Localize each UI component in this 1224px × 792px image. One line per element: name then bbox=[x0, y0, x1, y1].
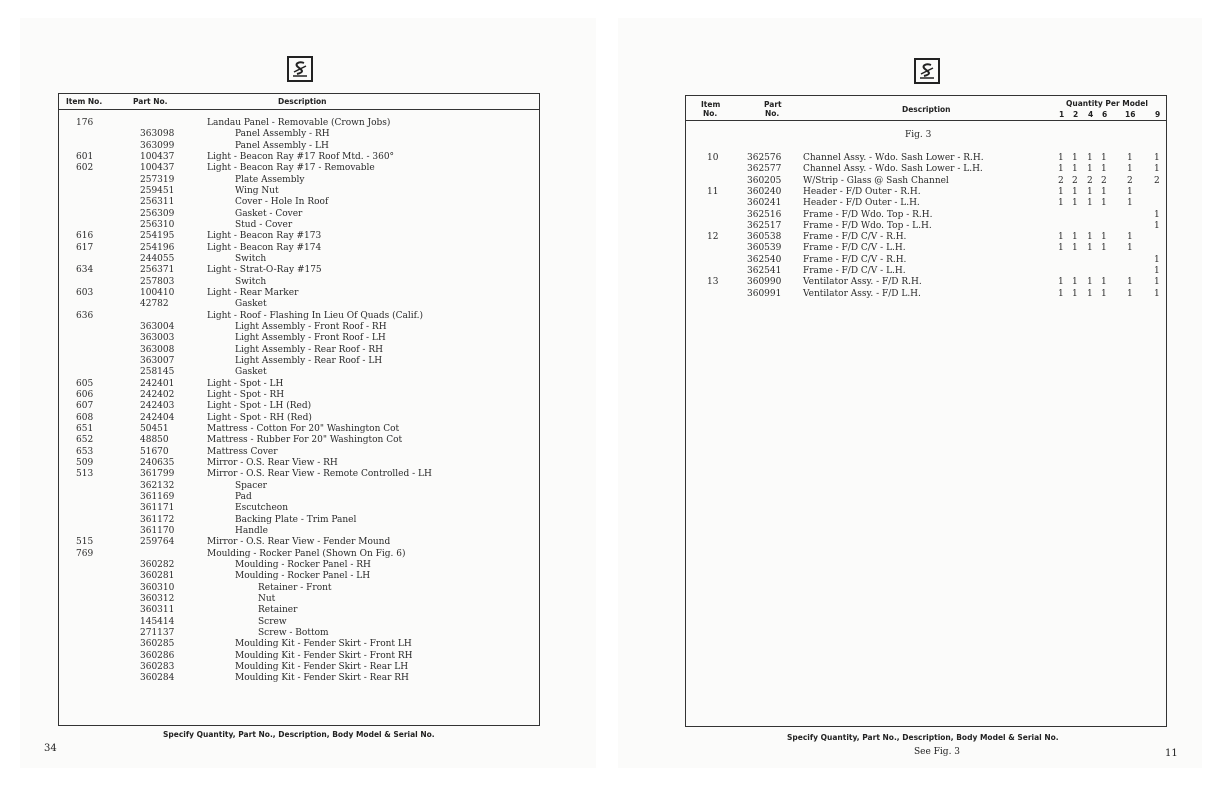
left-row-description: Wing Nut bbox=[235, 185, 279, 196]
right-table-row bbox=[0, 153, 1170, 164]
quantity-cell: 1 bbox=[1058, 198, 1064, 209]
right-header-item-line2: No. bbox=[703, 109, 718, 118]
left-table-row bbox=[0, 311, 540, 322]
left-row-part-no: 360285 bbox=[140, 639, 175, 650]
right-table-row bbox=[0, 255, 1170, 266]
right-table-row bbox=[0, 164, 1170, 175]
left-table-row bbox=[0, 639, 540, 650]
left-row-description: Light - Spot - RH bbox=[207, 389, 285, 400]
right-see-fig: See Fig. 3 bbox=[914, 747, 961, 757]
left-row-part-no: 363004 bbox=[140, 321, 175, 332]
left-row-item-no: 605 bbox=[76, 378, 94, 389]
right-row-item-no: 12 bbox=[707, 232, 719, 243]
model-column-header: 9 bbox=[1155, 110, 1161, 119]
right-row-part-no: 360205 bbox=[747, 175, 782, 186]
left-table-row bbox=[0, 526, 540, 537]
left-row-part-no: 271137 bbox=[140, 627, 175, 638]
left-row-description: Gasket bbox=[235, 367, 267, 378]
quantity-cell: 1 bbox=[1127, 277, 1133, 288]
right-row-description: Header - F/D Outer - R.H. bbox=[803, 186, 921, 197]
quantity-cell: 1 bbox=[1127, 243, 1133, 254]
right-table-row bbox=[0, 289, 1170, 300]
left-row-part-no: 254195 bbox=[140, 231, 175, 242]
right-table-row bbox=[0, 198, 1170, 209]
left-row-description: Switch bbox=[235, 253, 267, 264]
quantity-cell: 1 bbox=[1058, 288, 1064, 299]
quantity-cell: 1 bbox=[1101, 164, 1107, 175]
left-row-part-no: 360281 bbox=[140, 571, 175, 582]
left-row-part-no: 360283 bbox=[140, 661, 175, 672]
right-row-part-no: 362541 bbox=[747, 266, 782, 276]
left-table-row bbox=[0, 379, 540, 390]
quantity-cell: 1 bbox=[1072, 277, 1078, 288]
left-table-row bbox=[0, 322, 540, 333]
left-table-row bbox=[0, 356, 540, 367]
left-row-part-no: 100437 bbox=[140, 151, 175, 162]
left-table-row bbox=[0, 481, 540, 492]
left-row-description: Spacer bbox=[235, 480, 267, 491]
left-table-row bbox=[0, 515, 540, 526]
quantity-cell: 1 bbox=[1154, 254, 1160, 265]
right-row-description: Frame - F/D Wdo. Top - R.H. bbox=[803, 209, 933, 220]
left-row-description: Gasket bbox=[235, 299, 267, 310]
left-row-description: Mirror - O.S. Rear View - RH bbox=[207, 457, 338, 468]
quantity-cell: 1 bbox=[1101, 232, 1107, 243]
left-row-item-no: 617 bbox=[76, 242, 94, 253]
left-row-part-no: 363099 bbox=[140, 140, 175, 151]
left-table-row bbox=[0, 605, 540, 616]
left-row-item-no: 606 bbox=[76, 389, 94, 400]
left-row-part-no: 360310 bbox=[140, 582, 175, 593]
left-table-row bbox=[0, 594, 540, 605]
quantity-cell: 1 bbox=[1101, 277, 1107, 288]
left-table-row bbox=[0, 413, 540, 424]
left-row-description: Light Assembly - Rear Roof - RH bbox=[235, 344, 383, 355]
left-row-description: Light - Spot - LH (Red) bbox=[207, 401, 312, 412]
left-table-row bbox=[0, 651, 540, 662]
quantity-cell: 1 bbox=[1154, 266, 1160, 276]
left-row-part-no: 361799 bbox=[140, 469, 175, 480]
left-row-part-no: 256311 bbox=[140, 197, 175, 208]
left-table-row bbox=[0, 469, 540, 480]
quantity-cell: 1 bbox=[1072, 198, 1078, 209]
left-row-part-no: 361171 bbox=[140, 503, 175, 514]
quantity-cell: 1 bbox=[1072, 243, 1078, 254]
left-row-description: Light - Strat-O-Ray #175 bbox=[207, 265, 322, 276]
left-table-row bbox=[0, 401, 540, 412]
left-row-description: Light - Beacon Ray #17 Roof Mtd. - 360° bbox=[207, 151, 395, 162]
left-row-description: Handle bbox=[235, 525, 268, 536]
quantity-cell: 1 bbox=[1101, 153, 1107, 163]
left-row-description: Light - Roof - Flashing In Lieu Of Quads (Calif.) bbox=[207, 310, 424, 321]
quantity-cell: 1 bbox=[1087, 232, 1093, 243]
model-column-header: 16 bbox=[1125, 110, 1136, 119]
left-row-part-no: 257803 bbox=[140, 276, 175, 287]
quantity-cell: 1 bbox=[1127, 153, 1133, 163]
right-table-row bbox=[0, 277, 1170, 288]
quantity-cell: 2 bbox=[1058, 175, 1064, 186]
left-row-part-no: 360312 bbox=[140, 593, 175, 604]
right-row-part-no: 360990 bbox=[747, 277, 782, 288]
right-row-part-no: 360241 bbox=[747, 198, 782, 209]
quantity-cell: 1 bbox=[1087, 288, 1093, 299]
right-row-description: W/Strip - Glass @ Sash Channel bbox=[803, 175, 949, 186]
left-row-part-no: 361172 bbox=[140, 514, 175, 525]
left-row-description: Moulding - Rocker Panel - RH bbox=[235, 559, 371, 570]
left-row-part-no: 240635 bbox=[140, 457, 175, 468]
quantity-cell: 1 bbox=[1058, 186, 1064, 197]
quantity-cell: 1 bbox=[1101, 186, 1107, 197]
left-row-description: Panel Assembly - RH bbox=[235, 129, 330, 140]
left-row-description: Moulding - Rocker Panel (Shown On Fig. 6) bbox=[207, 548, 406, 559]
left-table-row bbox=[0, 583, 540, 594]
left-row-item-no: 616 bbox=[76, 231, 94, 242]
left-row-description: Screw - Bottom bbox=[258, 627, 329, 638]
left-row-description: Mattress - Rubber For 20" Washington Cot bbox=[207, 435, 403, 446]
left-row-item-no: 652 bbox=[76, 435, 94, 446]
quantity-cell: 1 bbox=[1087, 153, 1093, 163]
quantity-cell: 1 bbox=[1087, 277, 1093, 288]
left-row-description: Screw bbox=[258, 616, 287, 627]
left-row-item-no: 634 bbox=[76, 265, 94, 276]
left-row-item-no: 515 bbox=[76, 537, 94, 548]
quantity-cell: 1 bbox=[1058, 243, 1064, 254]
left-row-description: Panel Assembly - LH bbox=[235, 140, 329, 151]
right-row-part-no: 362517 bbox=[747, 220, 782, 231]
right-table-row bbox=[0, 243, 1170, 254]
left-row-part-no: 362132 bbox=[140, 480, 175, 491]
left-row-description: Pad bbox=[235, 491, 252, 502]
left-row-description: Moulding Kit - Fender Skirt - Front RH bbox=[235, 650, 413, 661]
right-row-description: Frame - F/D C/V - L.H. bbox=[803, 266, 906, 276]
right-row-part-no: 360991 bbox=[747, 288, 782, 299]
right-row-item-no: 10 bbox=[707, 153, 719, 163]
right-row-description: Channel Assy. - Wdo. Sash Lower - R.H. bbox=[803, 153, 984, 163]
left-row-part-no: 256310 bbox=[140, 219, 175, 230]
left-table-row bbox=[0, 367, 540, 378]
left-table-row bbox=[0, 447, 540, 458]
right-header-part-line1: Part bbox=[764, 100, 782, 109]
left-row-description: Mirror - O.S. Rear View - Fender Mound bbox=[207, 537, 391, 548]
left-row-description: Stud - Cover bbox=[235, 219, 293, 230]
quantity-cell: 1 bbox=[1127, 186, 1133, 197]
left-row-description: Moulding Kit - Fender Skirt - Rear LH bbox=[235, 661, 409, 672]
left-row-item-no: 607 bbox=[76, 401, 94, 412]
left-row-part-no: 258145 bbox=[140, 367, 175, 378]
left-row-part-no: 50451 bbox=[140, 423, 169, 434]
left-row-part-no: 256371 bbox=[140, 265, 175, 276]
quantity-cell: 2 bbox=[1154, 175, 1160, 186]
right-row-description: Header - F/D Outer - L.H. bbox=[803, 198, 920, 209]
quantity-cell: 1 bbox=[1058, 164, 1064, 175]
model-column-header: 1 bbox=[1059, 110, 1065, 119]
left-row-description: Retainer - Front bbox=[258, 582, 332, 593]
quantity-cell: 1 bbox=[1154, 153, 1160, 163]
left-row-item-no: 513 bbox=[76, 469, 94, 480]
left-table-row bbox=[0, 141, 540, 152]
left-row-item-no: 636 bbox=[76, 310, 94, 321]
left-row-part-no: 363003 bbox=[140, 333, 175, 344]
left-row-description: Landau Panel - Removable (Crown Jobs) bbox=[207, 118, 391, 128]
quantity-cell: 1 bbox=[1058, 153, 1064, 163]
left-row-item-no: 176 bbox=[76, 118, 94, 128]
right-row-part-no: 362576 bbox=[747, 153, 782, 163]
left-header-part: Part No. bbox=[133, 97, 168, 106]
quantity-cell: 1 bbox=[1087, 186, 1093, 197]
left-row-description: Mirror - O.S. Rear View - Remote Controlled - LH bbox=[207, 469, 432, 480]
right-row-description: Channel Assy. - Wdo. Sash Lower - L.H. bbox=[803, 164, 983, 175]
right-table-row bbox=[0, 176, 1170, 187]
left-row-description: Light - Rear Marker bbox=[207, 287, 299, 298]
left-row-item-no: 602 bbox=[76, 163, 94, 174]
quantity-cell: 1 bbox=[1087, 243, 1093, 254]
left-row-part-no: 361169 bbox=[140, 491, 175, 502]
right-row-item-no: 13 bbox=[707, 277, 719, 288]
left-row-part-no: 360311 bbox=[140, 605, 175, 616]
left-row-part-no: 360286 bbox=[140, 650, 175, 661]
right-header-description: Description bbox=[902, 105, 951, 114]
quantity-cell: 2 bbox=[1072, 175, 1078, 186]
left-row-description: Light Assembly - Front Roof - LH bbox=[235, 333, 386, 344]
left-table-row bbox=[0, 571, 540, 582]
brand-logo-right bbox=[914, 58, 940, 84]
right-row-part-no: 360539 bbox=[747, 243, 782, 254]
right-table-row bbox=[0, 210, 1170, 221]
left-row-item-no: 603 bbox=[76, 287, 94, 298]
right-header-quantity-title: Quantity Per Model bbox=[1066, 99, 1148, 108]
quantity-cell: 1 bbox=[1127, 232, 1133, 243]
left-footer-note: Specify Quantity, Part No., Description, Body Model & Serial No. bbox=[163, 730, 435, 739]
left-row-part-no: 242402 bbox=[140, 389, 175, 400]
left-table-row bbox=[0, 390, 540, 401]
left-row-item-no: 653 bbox=[76, 446, 94, 457]
left-row-description: Switch bbox=[235, 276, 267, 287]
quantity-cell: 1 bbox=[1101, 243, 1107, 254]
model-column-header: 2 bbox=[1073, 110, 1079, 119]
quantity-cell: 1 bbox=[1154, 220, 1160, 231]
quantity-cell: 1 bbox=[1127, 198, 1133, 209]
left-row-description: Light Assembly - Rear Roof - LH bbox=[235, 355, 383, 366]
left-table-row bbox=[0, 424, 540, 435]
left-row-description: Light - Beacon Ray #17 - Removable bbox=[207, 163, 375, 174]
left-row-description: Moulding Kit - Fender Skirt - Rear RH bbox=[235, 673, 409, 684]
left-row-part-no: 363098 bbox=[140, 129, 175, 140]
left-row-description: Light - Beacon Ray #173 bbox=[207, 231, 322, 242]
right-row-description: Ventilator Assy. - F/D R.H. bbox=[803, 277, 922, 288]
quantity-cell: 1 bbox=[1072, 164, 1078, 175]
left-row-description: Light - Beacon Ray #174 bbox=[207, 242, 322, 253]
right-row-part-no: 362577 bbox=[747, 164, 782, 175]
left-table-row bbox=[0, 617, 540, 628]
right-row-description: Frame - F/D C/V - L.H. bbox=[803, 243, 906, 254]
right-fig-label: Fig. 3 bbox=[905, 130, 932, 140]
left-table-row bbox=[0, 662, 540, 673]
left-row-part-no: 51670 bbox=[140, 446, 169, 457]
right-table-row bbox=[0, 221, 1170, 232]
left-row-part-no: 242403 bbox=[140, 401, 175, 412]
right-row-description: Frame - F/D C/V - R.H. bbox=[803, 254, 907, 265]
right-table-row bbox=[0, 187, 1170, 198]
left-row-part-no: 242401 bbox=[140, 378, 175, 389]
left-row-part-no: 360284 bbox=[140, 673, 175, 684]
right-page-number: 11 bbox=[1165, 748, 1178, 759]
right-row-part-no: 360538 bbox=[747, 232, 782, 243]
left-row-item-no: 509 bbox=[76, 457, 94, 468]
left-table-row bbox=[0, 503, 540, 514]
quantity-cell: 1 bbox=[1058, 277, 1064, 288]
left-row-description: Light - Spot - RH (Red) bbox=[207, 412, 312, 423]
quantity-cell: 1 bbox=[1154, 288, 1160, 299]
left-table-row bbox=[0, 492, 540, 503]
left-table-row bbox=[0, 345, 540, 356]
quantity-cell: 1 bbox=[1101, 198, 1107, 209]
quantity-cell: 1 bbox=[1072, 186, 1078, 197]
left-table-row bbox=[0, 333, 540, 344]
left-table-row bbox=[0, 549, 540, 560]
right-row-part-no: 362540 bbox=[747, 254, 782, 265]
left-row-part-no: 259451 bbox=[140, 185, 175, 196]
left-row-description: Backing Plate - Trim Panel bbox=[235, 514, 357, 525]
model-column-header: 6 bbox=[1102, 110, 1108, 119]
model-column-header: 4 bbox=[1088, 110, 1094, 119]
left-table-row bbox=[0, 537, 540, 548]
right-footer-note: Specify Quantity, Part No., Description, Body Model & Serial No. bbox=[787, 733, 1059, 742]
left-table-row bbox=[0, 435, 540, 446]
left-row-description: Gasket - Cover bbox=[235, 208, 303, 219]
right-row-part-no: 360240 bbox=[747, 186, 782, 197]
quantity-cell: 1 bbox=[1154, 277, 1160, 288]
quantity-cell: 1 bbox=[1154, 164, 1160, 175]
left-header-item: Item No. bbox=[66, 97, 103, 106]
left-header-description: Description bbox=[278, 97, 327, 106]
quantity-cell: 1 bbox=[1154, 209, 1160, 220]
left-row-description: Nut bbox=[258, 593, 276, 604]
right-row-description: Frame - F/D C/V - R.H. bbox=[803, 232, 907, 243]
left-row-part-no: 363008 bbox=[140, 344, 175, 355]
left-row-part-no: 257319 bbox=[140, 174, 175, 185]
left-row-item-no: 601 bbox=[76, 151, 94, 162]
left-table-row bbox=[0, 673, 540, 684]
quantity-cell: 1 bbox=[1072, 153, 1078, 163]
left-table-row bbox=[0, 118, 540, 129]
left-table-row bbox=[0, 458, 540, 469]
left-row-description: Light Assembly - Front Roof - RH bbox=[235, 321, 387, 332]
left-row-description: Plate Assembly bbox=[235, 174, 305, 185]
quantity-cell: 2 bbox=[1087, 175, 1093, 186]
quantity-cell: 1 bbox=[1127, 164, 1133, 175]
left-row-item-no: 769 bbox=[76, 548, 94, 559]
left-row-part-no: 363007 bbox=[140, 355, 175, 366]
left-row-description: Mattress - Cotton For 20" Washington Cot bbox=[207, 423, 400, 434]
quantity-cell: 1 bbox=[1087, 164, 1093, 175]
right-header-item-line1: Item bbox=[701, 100, 721, 109]
quantity-cell: 1 bbox=[1087, 198, 1093, 209]
brand-logo-left bbox=[287, 56, 313, 82]
quantity-cell: 1 bbox=[1072, 288, 1078, 299]
quantity-cell: 2 bbox=[1127, 175, 1133, 186]
left-table-row bbox=[0, 299, 540, 310]
left-table-row bbox=[0, 560, 540, 571]
left-row-part-no: 259764 bbox=[140, 537, 175, 548]
quantity-cell: 1 bbox=[1127, 288, 1133, 299]
left-row-description: Mattress Cover bbox=[207, 446, 278, 457]
right-table-row bbox=[0, 232, 1170, 243]
quantity-cell: 1 bbox=[1101, 288, 1107, 299]
left-row-part-no: 361170 bbox=[140, 525, 175, 536]
left-row-description: Light - Spot - LH bbox=[207, 378, 284, 389]
left-row-description: Retainer bbox=[258, 605, 298, 616]
left-row-description: Moulding - Rocker Panel - LH bbox=[235, 571, 371, 582]
left-row-part-no: 254196 bbox=[140, 242, 175, 253]
right-header-divider bbox=[685, 120, 1167, 121]
left-table-row bbox=[0, 628, 540, 639]
left-row-part-no: 145414 bbox=[140, 616, 175, 627]
right-row-item-no: 11 bbox=[707, 186, 719, 197]
left-row-part-no: 242404 bbox=[140, 412, 175, 423]
left-row-part-no: 256309 bbox=[140, 208, 175, 219]
left-row-description: Cover - Hole In Roof bbox=[235, 197, 329, 208]
right-row-description: Ventilator Assy. - F/D L.H. bbox=[803, 288, 921, 299]
left-row-item-no: 651 bbox=[76, 423, 94, 434]
left-row-description: Escutcheon bbox=[235, 503, 289, 514]
left-row-description: Moulding Kit - Fender Skirt - Front LH bbox=[235, 639, 412, 650]
left-row-item-no: 608 bbox=[76, 412, 94, 423]
right-row-part-no: 362516 bbox=[747, 209, 782, 220]
left-header-divider bbox=[58, 109, 540, 110]
left-row-part-no: 360282 bbox=[140, 559, 175, 570]
left-table-row bbox=[0, 129, 540, 140]
left-row-part-no: 42782 bbox=[140, 299, 169, 310]
quantity-cell: 1 bbox=[1072, 232, 1078, 243]
left-row-part-no: 48850 bbox=[140, 435, 169, 446]
left-page-number: 34 bbox=[44, 743, 57, 754]
left-row-part-no: 100410 bbox=[140, 287, 175, 298]
quantity-cell: 2 bbox=[1101, 175, 1107, 186]
left-row-part-no: 244055 bbox=[140, 253, 175, 264]
quantity-cell: 1 bbox=[1058, 232, 1064, 243]
right-header-part-line2: No. bbox=[765, 109, 780, 118]
left-row-part-no: 100437 bbox=[140, 163, 175, 174]
right-row-description: Frame - F/D Wdo. Top - L.H. bbox=[803, 220, 932, 231]
right-table-row bbox=[0, 266, 1170, 277]
